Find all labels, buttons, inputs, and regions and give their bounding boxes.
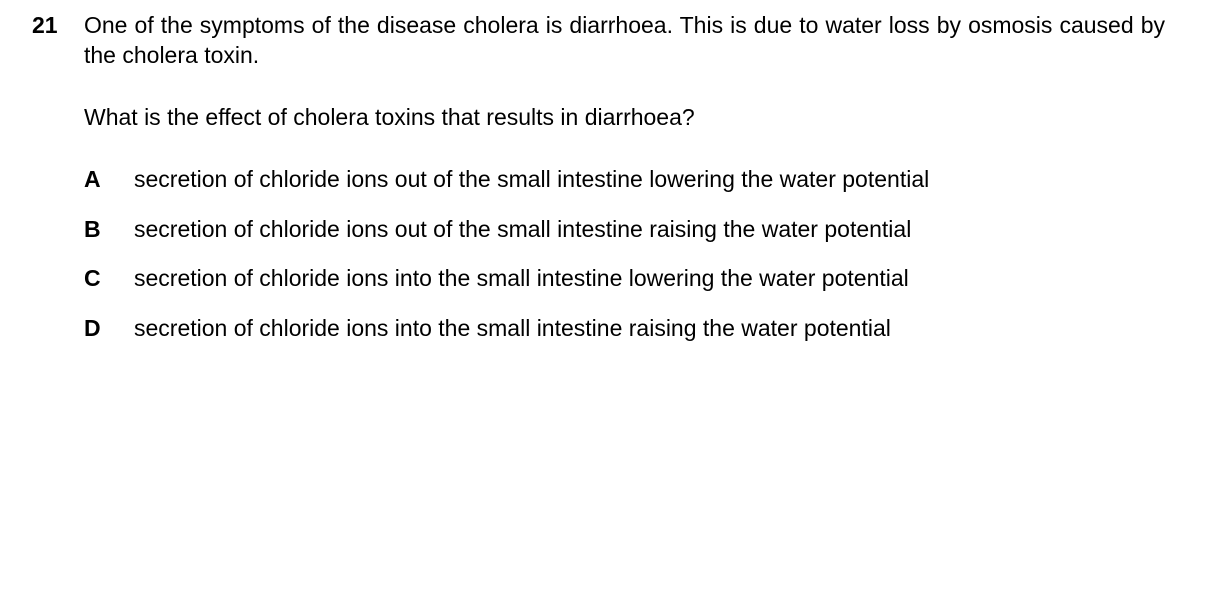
question-prompt: What is the effect of cholera toxins that results in diarrhoea? — [84, 104, 695, 130]
option-text: secretion of chloride ions out of the small intestine raising the water potential — [134, 215, 912, 242]
option-letter: D — [84, 314, 101, 341]
question-number: 21 — [32, 12, 58, 38]
question-stem: One of the symptoms of the disease cholera is diarrhoea. This is due to water loss by osmosis caused by the cholera toxin. — [84, 12, 1165, 68]
option-text: secretion of chloride ions out of the small intestine lowering the water potential — [134, 166, 930, 192]
option-text: secretion of chloride ions into the small intestine raising the water potential — [134, 314, 891, 341]
option-letter: A — [84, 166, 101, 192]
option-text: secretion of chloride ions into the small intestine lowering the water potential — [134, 265, 909, 291]
option-letter: C — [84, 265, 101, 291]
option-letter: B — [84, 215, 101, 242]
